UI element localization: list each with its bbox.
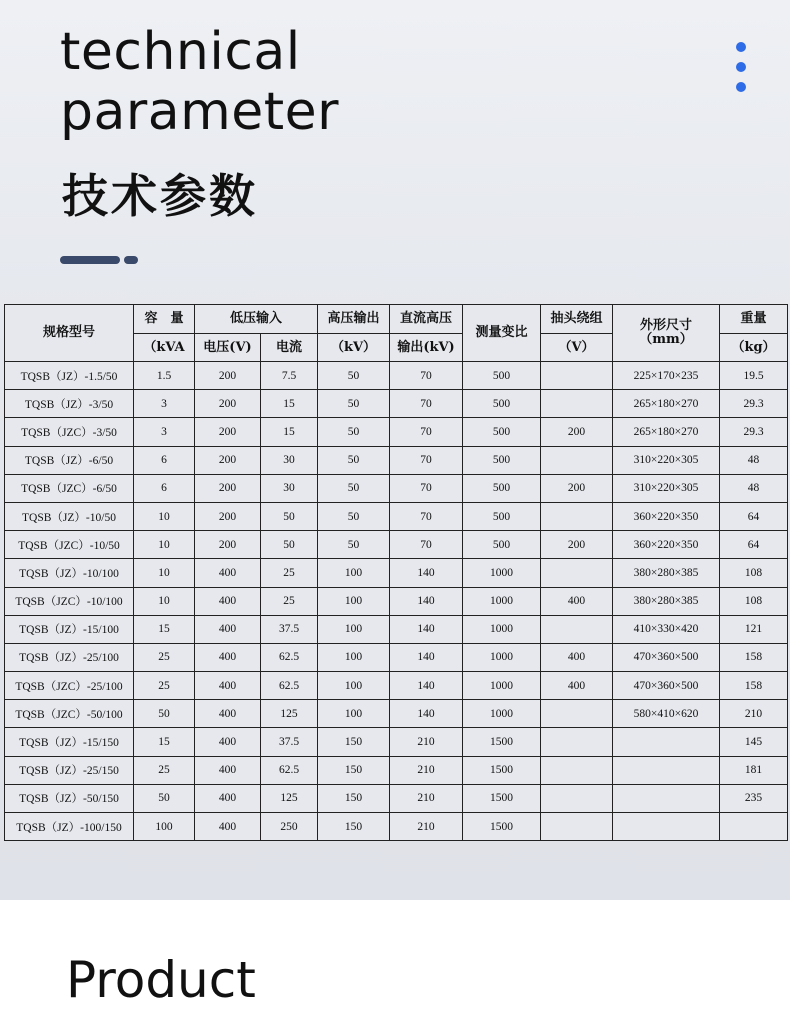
cell-ratio: 500 [463, 531, 541, 559]
table-row [5, 700, 788, 728]
table-row [5, 813, 788, 841]
cell-voltage: 400 [195, 587, 261, 615]
cell-current: 7.5 [261, 362, 318, 390]
table-row [5, 756, 788, 784]
cell-model: TQSB（JZ）-15/100 [5, 615, 134, 643]
cell-capacity: 6 [134, 446, 195, 474]
cell-hv-output: 100 [318, 643, 390, 671]
cell-ratio: 1500 [463, 784, 541, 812]
header-tap: 抽头绕组 [541, 305, 613, 334]
cell-voltage: 400 [195, 813, 261, 841]
cell-current: 250 [261, 813, 318, 841]
cell-dims [613, 813, 720, 841]
cell-hv-output: 100 [318, 615, 390, 643]
cell-hv-output: 50 [318, 362, 390, 390]
cell-ratio: 1500 [463, 813, 541, 841]
cell-weight: 108 [720, 587, 788, 615]
dot-icon [736, 82, 746, 92]
cell-model: TQSB（JZC）-10/100 [5, 587, 134, 615]
cell-dims: 225×170×235 [613, 362, 720, 390]
cell-tap [541, 784, 613, 812]
cell-tap [541, 756, 613, 784]
cell-weight: 108 [720, 559, 788, 587]
cell-voltage: 400 [195, 784, 261, 812]
cell-weight [720, 813, 788, 841]
table-row [5, 531, 788, 559]
cell-ratio: 1000 [463, 700, 541, 728]
header-hv-output-unit: （kV） [318, 334, 390, 362]
cell-dims: 410×330×420 [613, 615, 720, 643]
cell-tap [541, 446, 613, 474]
cell-hv-output: 50 [318, 502, 390, 530]
cell-ratio: 1000 [463, 672, 541, 700]
cell-voltage: 400 [195, 615, 261, 643]
header-weight: 重量 [720, 305, 788, 334]
cell-current: 15 [261, 390, 318, 418]
cell-tap [541, 362, 613, 390]
cell-hv-output: 100 [318, 700, 390, 728]
cell-model: TQSB（JZC）-3/50 [5, 418, 134, 446]
header-dims-label: 外形尺寸 [640, 318, 693, 333]
technical-parameter-table [4, 304, 788, 841]
cell-ratio: 500 [463, 502, 541, 530]
cell-weight: 235 [720, 784, 788, 812]
table-row [5, 784, 788, 812]
cell-dims [613, 784, 720, 812]
cell-dims [613, 756, 720, 784]
cell-tap: 200 [541, 531, 613, 559]
cell-dims: 380×280×385 [613, 559, 720, 587]
table-row [5, 728, 788, 756]
cell-current: 25 [261, 587, 318, 615]
cell-voltage: 200 [195, 502, 261, 530]
table-row [5, 446, 788, 474]
cell-current: 62.5 [261, 643, 318, 671]
cell-tap [541, 502, 613, 530]
cell-dims: 360×220×350 [613, 531, 720, 559]
header-hv-output: 高压输出 [318, 305, 390, 334]
cell-voltage: 200 [195, 362, 261, 390]
cell-weight: 121 [720, 615, 788, 643]
cell-current: 125 [261, 700, 318, 728]
cell-capacity: 100 [134, 813, 195, 841]
cell-weight: 48 [720, 446, 788, 474]
cell-ratio: 500 [463, 474, 541, 502]
cell-dc-hv: 140 [390, 615, 463, 643]
cell-dc-hv: 70 [390, 474, 463, 502]
cell-dc-hv: 140 [390, 587, 463, 615]
cell-hv-output: 100 [318, 587, 390, 615]
cell-model: TQSB（JZC）-25/100 [5, 672, 134, 700]
table-row [5, 502, 788, 530]
cell-dc-hv: 140 [390, 672, 463, 700]
cell-capacity: 25 [134, 756, 195, 784]
cell-capacity: 10 [134, 531, 195, 559]
cell-ratio: 500 [463, 390, 541, 418]
cell-tap [541, 390, 613, 418]
cell-tap [541, 700, 613, 728]
cell-tap: 400 [541, 587, 613, 615]
cell-current: 30 [261, 446, 318, 474]
cell-model: TQSB（JZ）-10/100 [5, 559, 134, 587]
cell-capacity: 6 [134, 474, 195, 502]
table-row [5, 587, 788, 615]
cell-model: TQSB（JZ）-3/50 [5, 390, 134, 418]
cell-dc-hv: 210 [390, 756, 463, 784]
cell-ratio: 500 [463, 418, 541, 446]
header-capacity-unit: （kVA [134, 334, 195, 362]
cell-dims: 470×360×500 [613, 672, 720, 700]
cell-voltage: 400 [195, 756, 261, 784]
cell-capacity: 10 [134, 502, 195, 530]
cell-ratio: 1000 [463, 615, 541, 643]
cell-model: TQSB（JZ）-1.5/50 [5, 362, 134, 390]
cell-hv-output: 50 [318, 531, 390, 559]
page-title-cn: 技术参数 [62, 169, 258, 223]
cell-tap: 400 [541, 643, 613, 671]
cell-hv-output: 150 [318, 728, 390, 756]
cell-model: TQSB（JZ）-25/100 [5, 643, 134, 671]
cell-ratio: 1000 [463, 559, 541, 587]
cell-ratio: 1000 [463, 587, 541, 615]
cell-current: 15 [261, 418, 318, 446]
title-en-line1: technical [60, 22, 301, 82]
cell-tap: 200 [541, 418, 613, 446]
table-row [5, 672, 788, 700]
cell-weight: 181 [720, 756, 788, 784]
page-title-en [60, 22, 339, 142]
cell-tap [541, 728, 613, 756]
cell-current: 62.5 [261, 672, 318, 700]
cell-dims: 310×220×305 [613, 474, 720, 502]
header-low-voltage-input: 低压输入 [195, 305, 318, 334]
cell-model: TQSB（JZC）-6/50 [5, 474, 134, 502]
cell-dims: 580×410×620 [613, 700, 720, 728]
title-en-line2: parameter [60, 82, 340, 142]
cell-ratio: 500 [463, 446, 541, 474]
table-row [5, 615, 788, 643]
cell-hv-output: 50 [318, 446, 390, 474]
cell-capacity: 15 [134, 728, 195, 756]
cell-model: TQSB（JZC）-10/50 [5, 531, 134, 559]
cell-dc-hv: 140 [390, 559, 463, 587]
cell-dc-hv: 70 [390, 418, 463, 446]
table-header [5, 305, 788, 362]
cell-capacity: 25 [134, 643, 195, 671]
cell-dims: 265×180×270 [613, 390, 720, 418]
cell-weight: 64 [720, 531, 788, 559]
cell-capacity: 10 [134, 587, 195, 615]
cell-capacity: 3 [134, 390, 195, 418]
cell-weight: 29.3 [720, 390, 788, 418]
cell-ratio: 1000 [463, 643, 541, 671]
cell-model: TQSB（JZ）-100/150 [5, 813, 134, 841]
section-title-product: Product [66, 951, 256, 1009]
cell-weight: 158 [720, 672, 788, 700]
cell-current: 50 [261, 502, 318, 530]
cell-dims: 470×360×500 [613, 643, 720, 671]
cell-capacity: 3 [134, 418, 195, 446]
cell-weight: 210 [720, 700, 788, 728]
cell-model: TQSB（JZ）-15/150 [5, 728, 134, 756]
cell-voltage: 200 [195, 390, 261, 418]
header-weight-unit: （kg） [720, 334, 788, 362]
cell-tap: 200 [541, 474, 613, 502]
header-tap-unit: （V） [541, 334, 613, 362]
cell-voltage: 200 [195, 446, 261, 474]
cell-voltage: 200 [195, 418, 261, 446]
cell-dc-hv: 70 [390, 446, 463, 474]
cell-voltage: 200 [195, 474, 261, 502]
cell-voltage: 400 [195, 559, 261, 587]
cell-dims [613, 728, 720, 756]
cell-dims: 360×220×350 [613, 502, 720, 530]
cell-ratio: 1500 [463, 756, 541, 784]
cell-dims: 310×220×305 [613, 446, 720, 474]
table-row [5, 362, 788, 390]
cell-capacity: 10 [134, 559, 195, 587]
cell-capacity: 50 [134, 784, 195, 812]
cell-dc-hv: 210 [390, 728, 463, 756]
table-row [5, 418, 788, 446]
cell-weight: 48 [720, 474, 788, 502]
header-model: 规格型号 [5, 305, 134, 362]
cell-hv-output: 150 [318, 813, 390, 841]
cell-hv-output: 50 [318, 390, 390, 418]
cell-ratio: 500 [463, 362, 541, 390]
cell-current: 125 [261, 784, 318, 812]
header-dims-unit: （mm） [639, 332, 693, 347]
cell-model: TQSB（JZ）-50/150 [5, 784, 134, 812]
cell-model: TQSB（JZ）-6/50 [5, 446, 134, 474]
cell-current: 30 [261, 474, 318, 502]
cell-hv-output: 150 [318, 784, 390, 812]
cell-dc-hv: 210 [390, 813, 463, 841]
header-dims [613, 305, 720, 362]
cell-capacity: 25 [134, 672, 195, 700]
table-row [5, 474, 788, 502]
cell-dc-hv: 70 [390, 531, 463, 559]
cell-model: TQSB（JZC）-50/100 [5, 700, 134, 728]
cell-hv-output: 100 [318, 559, 390, 587]
cell-current: 37.5 [261, 728, 318, 756]
header-ratio: 测量变比 [463, 305, 541, 362]
dot-icon [736, 42, 746, 52]
cell-weight: 64 [720, 502, 788, 530]
cell-dims: 380×280×385 [613, 587, 720, 615]
cell-voltage: 400 [195, 728, 261, 756]
table-row [5, 390, 788, 418]
cell-weight: 29.3 [720, 418, 788, 446]
cell-weight: 145 [720, 728, 788, 756]
accent-bar-long [60, 256, 120, 264]
cell-dc-hv: 140 [390, 700, 463, 728]
cell-voltage: 400 [195, 672, 261, 700]
header-capacity: 容 量 [134, 305, 195, 334]
cell-weight: 158 [720, 643, 788, 671]
accent-bar-short [124, 256, 138, 264]
cell-dc-hv: 210 [390, 784, 463, 812]
cell-voltage: 200 [195, 531, 261, 559]
cell-tap [541, 559, 613, 587]
more-dots-icon [736, 42, 748, 102]
header-dc-hv-unit: 输出(kV) [390, 334, 463, 362]
cell-dc-hv: 70 [390, 502, 463, 530]
cell-tap: 400 [541, 672, 613, 700]
table-body [5, 362, 788, 841]
cell-ratio: 1500 [463, 728, 541, 756]
cell-capacity: 1.5 [134, 362, 195, 390]
cell-dc-hv: 70 [390, 390, 463, 418]
dot-icon [736, 62, 746, 72]
table-row [5, 643, 788, 671]
cell-capacity: 15 [134, 615, 195, 643]
cell-dc-hv: 140 [390, 643, 463, 671]
cell-current: 50 [261, 531, 318, 559]
header-dc-hv: 直流高压 [390, 305, 463, 334]
cell-hv-output: 50 [318, 474, 390, 502]
cell-hv-output: 50 [318, 418, 390, 446]
cell-tap [541, 813, 613, 841]
cell-current: 25 [261, 559, 318, 587]
cell-weight: 19.5 [720, 362, 788, 390]
header-current: 电流 [261, 334, 318, 362]
cell-current: 62.5 [261, 756, 318, 784]
cell-capacity: 50 [134, 700, 195, 728]
cell-voltage: 400 [195, 643, 261, 671]
cell-hv-output: 100 [318, 672, 390, 700]
cell-voltage: 400 [195, 700, 261, 728]
cell-dc-hv: 70 [390, 362, 463, 390]
cell-model: TQSB（JZ）-10/50 [5, 502, 134, 530]
cell-hv-output: 150 [318, 756, 390, 784]
cell-model: TQSB（JZ）-25/150 [5, 756, 134, 784]
cell-tap [541, 615, 613, 643]
header-voltage: 电压(V) [195, 334, 261, 362]
cell-dims: 265×180×270 [613, 418, 720, 446]
table-row [5, 559, 788, 587]
cell-current: 37.5 [261, 615, 318, 643]
